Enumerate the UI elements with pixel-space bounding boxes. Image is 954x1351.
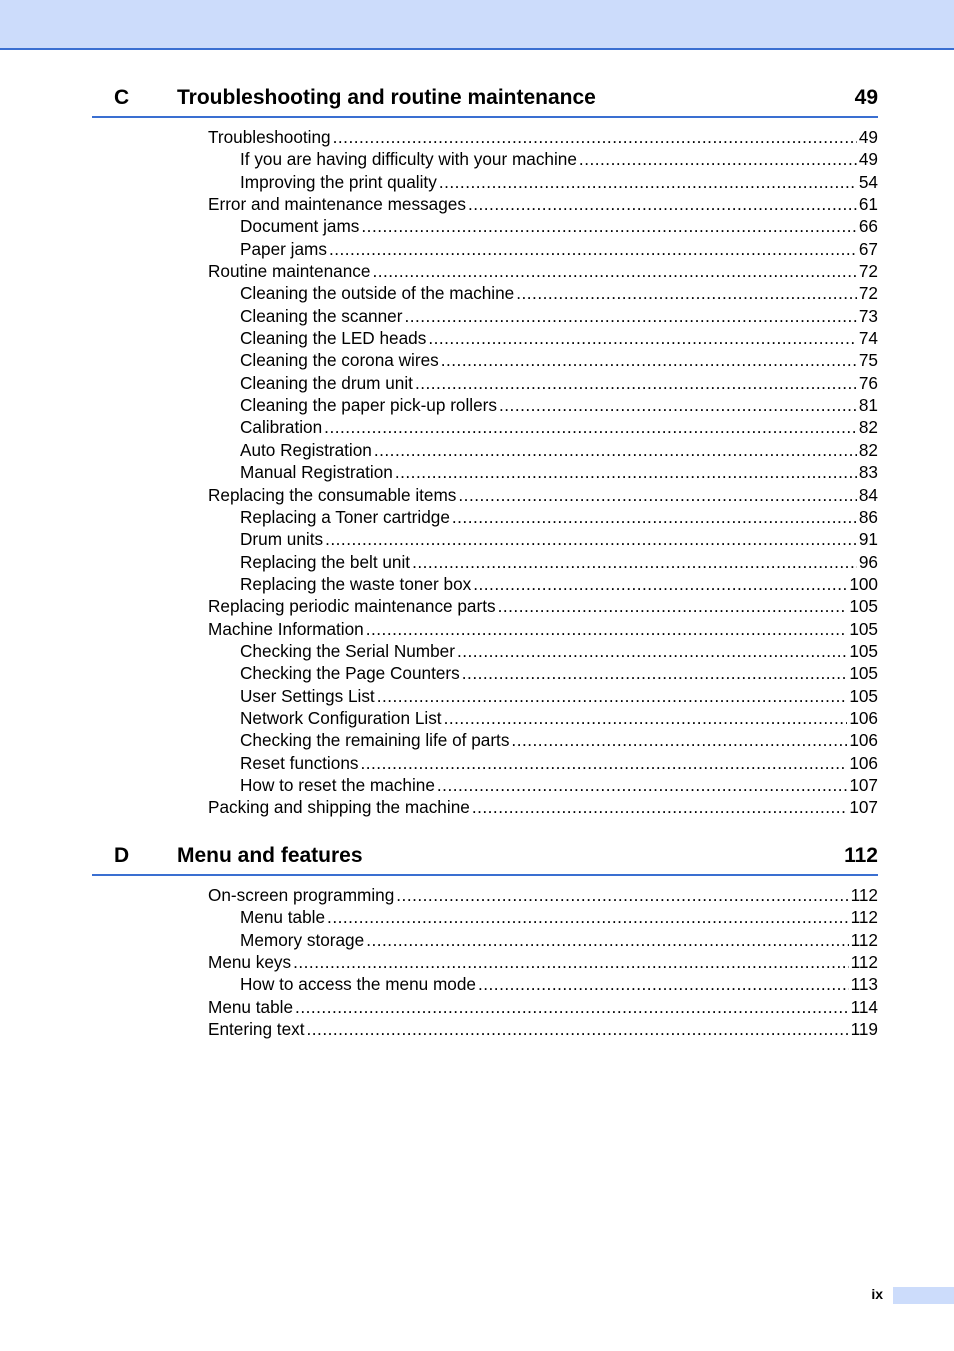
- section-letter: C: [114, 86, 130, 109]
- toc-entry-label: Checking the remaining life of parts: [240, 730, 510, 751]
- toc-entry-page: 106: [849, 752, 878, 773]
- toc-entry-label: On-screen programming: [208, 885, 395, 905]
- dot-leader: [324, 416, 857, 438]
- toc-entry[interactable]: [92, 238, 878, 260]
- dot-leader: [462, 662, 848, 684]
- toc-entry[interactable]: [92, 461, 878, 483]
- toc-entry-label: Checking the Serial Number: [240, 640, 455, 661]
- toc-entry[interactable]: [92, 126, 878, 148]
- toc-section-c: [92, 86, 878, 819]
- toc-entry-page: 100: [849, 573, 878, 594]
- dot-leader: [511, 729, 847, 751]
- toc-entry-page: 105: [849, 663, 878, 684]
- toc-entries: [92, 126, 878, 819]
- toc-entry[interactable]: [92, 349, 878, 371]
- dot-leader: [395, 461, 857, 483]
- toc-entry-page: 84: [858, 484, 878, 505]
- dot-leader: [293, 951, 848, 973]
- toc-entry-label: Improving the print quality: [240, 171, 437, 192]
- section-letter: D: [114, 844, 130, 867]
- dot-leader: [396, 884, 848, 906]
- toc-entry[interactable]: [92, 215, 878, 237]
- toc-entry-label: Replacing periodic maintenance parts: [208, 596, 496, 617]
- toc-entry[interactable]: [92, 906, 878, 928]
- toc-entry-label: Auto Registration: [240, 439, 372, 460]
- toc-entry-page: 67: [858, 238, 878, 259]
- toc-entry-page: 112: [850, 885, 878, 905]
- toc-entry-page: 81: [858, 395, 878, 416]
- dot-leader: [516, 282, 857, 304]
- section-title: Menu and features: [177, 844, 363, 867]
- toc-entry-label: If you are having difficulty with your machine: [240, 149, 577, 170]
- toc-entry[interactable]: [92, 618, 878, 640]
- toc-entry-page: 96: [858, 551, 878, 572]
- toc-entry-label: Cleaning the outside of the machine: [240, 283, 515, 304]
- toc-entry[interactable]: [92, 551, 878, 573]
- toc-entry-page: 107: [849, 774, 878, 795]
- toc-entry[interactable]: [92, 951, 878, 973]
- dot-leader: [478, 973, 849, 995]
- toc-entry-label: Machine Information: [208, 618, 364, 639]
- toc-entry-label: Replacing a Toner cartridge: [240, 506, 450, 527]
- toc-entry[interactable]: [92, 884, 878, 906]
- dot-leader: [404, 305, 856, 327]
- toc-entry-page: 105: [849, 640, 878, 661]
- toc-entry-label: How to reset the machine: [240, 774, 435, 795]
- toc-entry[interactable]: [92, 929, 878, 951]
- toc-entry-label: User Settings List: [240, 685, 375, 706]
- dot-leader: [444, 707, 848, 729]
- toc-entry-label: Manual Registration: [240, 462, 393, 483]
- toc-entry-page: 106: [849, 707, 878, 728]
- footer-tab: [893, 1287, 954, 1304]
- dot-leader: [377, 685, 848, 707]
- toc-entry-label: Drum units: [240, 529, 324, 550]
- toc-entry[interactable]: [92, 640, 878, 662]
- dot-leader: [329, 238, 857, 260]
- toc-entry-page: 61: [858, 194, 878, 215]
- toc-entry[interactable]: [92, 193, 878, 215]
- section-heading: [92, 844, 878, 876]
- toc-entry-page: 105: [849, 596, 878, 617]
- toc-entry[interactable]: [92, 662, 878, 684]
- toc-entry-page: 54: [858, 171, 878, 192]
- dot-leader: [307, 1018, 849, 1040]
- toc-entry-page: 49: [858, 149, 878, 170]
- dot-leader: [415, 372, 857, 394]
- toc-entries: [92, 884, 878, 1040]
- section-page-number: 49: [854, 86, 878, 109]
- toc-entry-page: 106: [849, 730, 878, 751]
- toc-entry[interactable]: [92, 707, 878, 729]
- toc-entry-label: Error and maintenance messages: [208, 194, 466, 215]
- dot-leader: [499, 394, 857, 416]
- toc-entry-label: Routine maintenance: [208, 261, 371, 282]
- toc-entry[interactable]: [92, 260, 878, 282]
- toc-entry-page: 82: [858, 417, 878, 438]
- toc-entry-page: 114: [850, 996, 878, 1017]
- toc-entry[interactable]: [92, 729, 878, 751]
- dot-leader: [452, 506, 857, 528]
- toc-entry[interactable]: [92, 973, 878, 995]
- toc-entry-label: Document jams: [240, 216, 360, 237]
- toc-entry-page: 76: [858, 372, 878, 393]
- toc-entry-page: 49: [858, 127, 878, 147]
- dot-leader: [468, 193, 857, 215]
- toc-entry-page: 112: [850, 907, 878, 928]
- toc-entry-label: Paper jams: [240, 238, 327, 259]
- header-band: [0, 0, 954, 50]
- toc-entry-page: 75: [858, 350, 878, 371]
- toc-entry[interactable]: [92, 171, 878, 193]
- section-title: Troubleshooting and routine maintenance: [177, 86, 596, 109]
- toc-entry-page: 119: [850, 1019, 878, 1040]
- toc-entry-label: Replacing the waste toner box: [240, 573, 472, 594]
- dot-leader: [333, 126, 857, 148]
- toc-entry[interactable]: [92, 506, 878, 528]
- toc-entry[interactable]: [92, 372, 878, 394]
- toc-entry-label: Replacing the belt unit: [240, 551, 411, 572]
- toc-entry-label: Reset functions: [240, 752, 359, 773]
- toc-entry-label: Entering text: [208, 1019, 305, 1040]
- toc-entry[interactable]: [92, 528, 878, 550]
- toc-entry-label: Cleaning the scanner: [240, 305, 403, 326]
- toc-entry-label: Replacing the consumable items: [208, 484, 457, 505]
- dot-leader: [325, 528, 857, 550]
- toc-entry-page: 72: [858, 261, 878, 282]
- dot-leader: [473, 573, 847, 595]
- dot-leader: [498, 595, 848, 617]
- dot-leader: [437, 774, 847, 796]
- toc-entry[interactable]: [92, 1018, 878, 1040]
- dot-leader: [457, 640, 847, 662]
- toc-entry-label: Memory storage: [240, 929, 365, 950]
- toc-entry[interactable]: [92, 439, 878, 461]
- toc-entry-label: Calibration: [240, 417, 323, 438]
- toc-entry[interactable]: [92, 305, 878, 327]
- toc-entry-page: 105: [849, 685, 878, 706]
- dot-leader: [361, 215, 856, 237]
- toc-entry-label: How to access the menu mode: [240, 974, 476, 995]
- dot-leader: [428, 327, 857, 349]
- toc-entry-page: 86: [858, 506, 878, 527]
- toc-entry[interactable]: [92, 416, 878, 438]
- toc-entry-page: 105: [849, 618, 878, 639]
- dot-leader: [458, 484, 856, 506]
- toc-entry-page: 112: [850, 952, 878, 973]
- dot-leader: [366, 618, 848, 640]
- toc-entry-page: 72: [858, 283, 878, 304]
- toc-entry-page: 91: [858, 529, 878, 550]
- dot-leader: [472, 796, 848, 818]
- toc-entry-label: Network Configuration List: [240, 707, 442, 728]
- toc-entry-page: 66: [858, 216, 878, 237]
- dot-leader: [295, 996, 849, 1018]
- dot-leader: [374, 439, 857, 461]
- toc-entry[interactable]: [92, 484, 878, 506]
- dot-leader: [366, 929, 848, 951]
- dot-leader: [372, 260, 856, 282]
- toc-entry-label: Troubleshooting: [208, 127, 331, 147]
- dot-leader: [579, 148, 857, 170]
- toc-entry-page: 74: [858, 328, 878, 349]
- toc-entry[interactable]: [92, 774, 878, 796]
- toc-entry[interactable]: [92, 595, 878, 617]
- dot-leader: [327, 906, 849, 928]
- toc-section-d: [92, 844, 878, 1040]
- toc-entry[interactable]: [92, 752, 878, 774]
- toc-entry[interactable]: [92, 796, 878, 818]
- section-page-number: 112: [844, 844, 878, 867]
- toc-entry-label: Cleaning the paper pick-up rollers: [240, 395, 497, 416]
- toc-entry-label: Cleaning the drum unit: [240, 372, 413, 393]
- toc-entry[interactable]: [92, 996, 878, 1018]
- dot-leader: [360, 752, 847, 774]
- toc-entry[interactable]: [92, 282, 878, 304]
- toc-entry-label: Menu table: [240, 907, 326, 928]
- toc-entry-page: 82: [858, 439, 878, 460]
- toc-entry-label: Packing and shipping the machine: [208, 797, 470, 818]
- toc-entry-page: 73: [858, 305, 878, 326]
- toc-entry[interactable]: [92, 685, 878, 707]
- toc-entry-label: Menu table: [208, 996, 294, 1017]
- dot-leader: [439, 171, 857, 193]
- toc-entry[interactable]: [92, 573, 878, 595]
- toc-entry-label: Checking the Page Counters: [240, 663, 460, 684]
- toc-entry-page: 112: [850, 929, 878, 950]
- toc-entry-label: Cleaning the LED heads: [240, 328, 427, 349]
- dot-leader: [412, 551, 857, 573]
- toc-entry[interactable]: [92, 148, 878, 170]
- toc-entry-page: 83: [858, 462, 878, 483]
- dot-leader: [441, 349, 857, 371]
- toc-entry-page: 107: [849, 797, 878, 818]
- toc-entry-label: Menu keys: [208, 952, 292, 973]
- footer-page-number: ix: [871, 1286, 883, 1302]
- section-heading: [92, 86, 878, 118]
- toc-entry[interactable]: [92, 394, 878, 416]
- toc-entry[interactable]: [92, 327, 878, 349]
- toc-entry-page: 113: [850, 974, 878, 995]
- toc-entry-label: Cleaning the corona wires: [240, 350, 439, 371]
